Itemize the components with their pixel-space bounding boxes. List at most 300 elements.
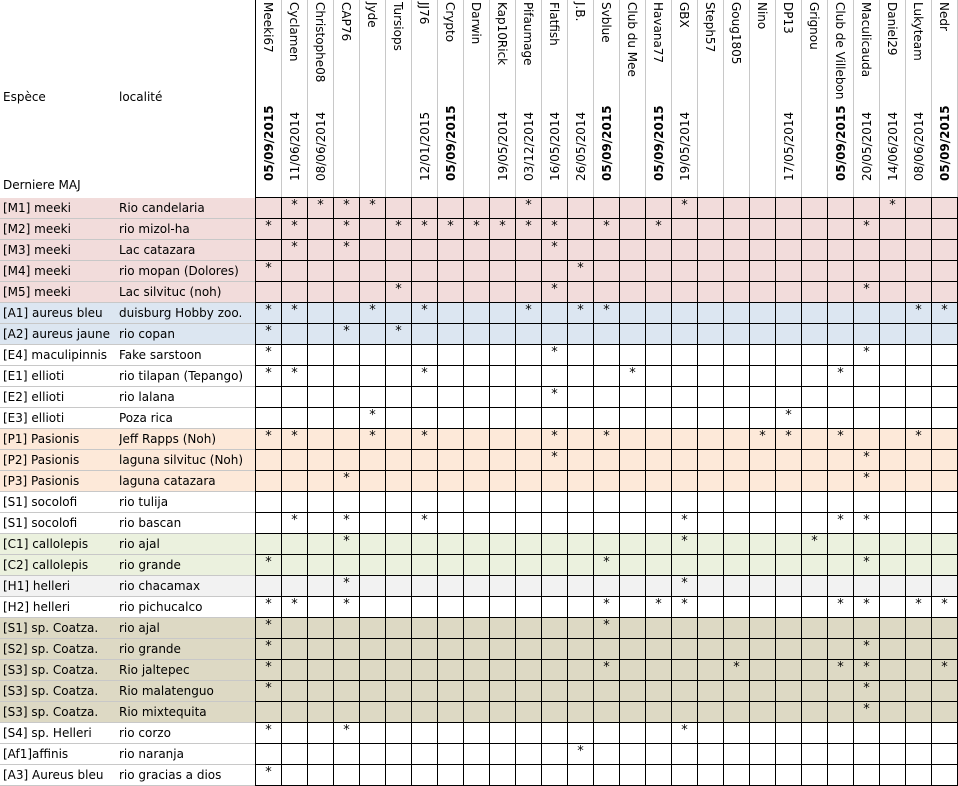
species-cell[interactable]: [M2] meeki — [3, 222, 71, 236]
user-column-header[interactable] — [256, 0, 282, 198]
availability-cell[interactable] — [490, 744, 516, 765]
availability-cell[interactable] — [932, 387, 958, 408]
availability-cell[interactable] — [308, 723, 334, 744]
availability-cell[interactable] — [256, 702, 282, 723]
availability-cell[interactable] — [360, 282, 386, 303]
availability-cell[interactable] — [880, 513, 906, 534]
availability-cell[interactable] — [750, 324, 776, 345]
availability-cell[interactable] — [464, 303, 490, 324]
availability-cell[interactable] — [412, 660, 438, 681]
availability-cell[interactable] — [620, 681, 646, 702]
availability-cell[interactable] — [802, 303, 828, 324]
availability-cell[interactable] — [724, 702, 750, 723]
species-cell[interactable]: [A1] aureus bleu — [3, 306, 103, 320]
user-column-header[interactable] — [386, 0, 412, 198]
availability-cell[interactable] — [880, 387, 906, 408]
availability-cell[interactable] — [464, 723, 490, 744]
availability-cell[interactable]: * — [282, 597, 308, 618]
availability-cell[interactable] — [464, 765, 490, 786]
availability-cell[interactable]: * — [256, 618, 282, 639]
availability-cell[interactable]: * — [568, 744, 594, 765]
availability-cell[interactable] — [516, 450, 542, 471]
availability-cell[interactable] — [412, 240, 438, 261]
availability-cell[interactable]: * — [464, 219, 490, 240]
availability-cell[interactable] — [906, 723, 932, 744]
availability-cell[interactable] — [568, 429, 594, 450]
availability-cell[interactable] — [906, 765, 932, 786]
availability-cell[interactable] — [490, 198, 516, 219]
species-cell[interactable]: [M4] meeki — [3, 264, 71, 278]
availability-cell[interactable] — [750, 618, 776, 639]
availability-cell[interactable] — [854, 408, 880, 429]
species-cell[interactable]: [M5] meeki — [3, 285, 71, 299]
availability-cell[interactable] — [646, 324, 672, 345]
availability-cell[interactable] — [334, 681, 360, 702]
availability-cell[interactable] — [724, 765, 750, 786]
availability-cell[interactable] — [490, 639, 516, 660]
availability-cell[interactable] — [516, 765, 542, 786]
availability-cell[interactable]: * — [360, 303, 386, 324]
availability-cell[interactable] — [698, 723, 724, 744]
availability-cell[interactable]: * — [282, 513, 308, 534]
availability-cell[interactable] — [854, 534, 880, 555]
availability-cell[interactable] — [360, 555, 386, 576]
availability-cell[interactable] — [828, 555, 854, 576]
availability-cell[interactable] — [490, 387, 516, 408]
availability-cell[interactable] — [490, 429, 516, 450]
availability-cell[interactable] — [438, 366, 464, 387]
species-cell[interactable]: [S3] sp. Coatza. — [3, 705, 99, 719]
availability-cell[interactable] — [646, 345, 672, 366]
locality-cell[interactable]: rio tilapan (Tepango) — [119, 369, 244, 383]
availability-cell[interactable] — [828, 471, 854, 492]
availability-cell[interactable] — [672, 387, 698, 408]
availability-cell[interactable] — [698, 219, 724, 240]
availability-cell[interactable] — [698, 513, 724, 534]
availability-cell[interactable]: * — [438, 219, 464, 240]
availability-cell[interactable] — [698, 555, 724, 576]
availability-cell[interactable] — [542, 492, 568, 513]
availability-cell[interactable] — [464, 576, 490, 597]
availability-cell[interactable] — [386, 387, 412, 408]
availability-cell[interactable] — [776, 639, 802, 660]
availability-cell[interactable] — [542, 408, 568, 429]
availability-cell[interactable] — [620, 303, 646, 324]
availability-cell[interactable]: * — [282, 240, 308, 261]
availability-cell[interactable] — [750, 303, 776, 324]
availability-cell[interactable] — [516, 681, 542, 702]
availability-cell[interactable] — [412, 723, 438, 744]
availability-cell[interactable]: * — [776, 429, 802, 450]
availability-cell[interactable] — [490, 408, 516, 429]
availability-cell[interactable] — [568, 681, 594, 702]
availability-cell[interactable] — [516, 723, 542, 744]
user-column-header[interactable] — [308, 0, 334, 198]
availability-cell[interactable] — [308, 303, 334, 324]
availability-cell[interactable] — [308, 576, 334, 597]
availability-cell[interactable] — [594, 387, 620, 408]
availability-cell[interactable] — [802, 198, 828, 219]
availability-cell[interactable] — [334, 618, 360, 639]
availability-cell[interactable] — [828, 702, 854, 723]
availability-cell[interactable] — [256, 513, 282, 534]
availability-cell[interactable]: * — [828, 597, 854, 618]
availability-cell[interactable]: * — [412, 366, 438, 387]
availability-cell[interactable] — [750, 660, 776, 681]
availability-cell[interactable]: * — [334, 597, 360, 618]
availability-cell[interactable] — [412, 261, 438, 282]
locality-cell[interactable]: Rio jaltepec — [119, 663, 190, 677]
availability-cell[interactable] — [802, 555, 828, 576]
availability-cell[interactable] — [802, 765, 828, 786]
availability-cell[interactable] — [438, 345, 464, 366]
availability-cell[interactable] — [750, 513, 776, 534]
availability-cell[interactable] — [620, 513, 646, 534]
user-column-header[interactable] — [776, 0, 802, 198]
availability-cell[interactable] — [568, 618, 594, 639]
availability-cell[interactable] — [672, 744, 698, 765]
availability-cell[interactable] — [568, 471, 594, 492]
locality-cell[interactable]: rio mizol-ha — [119, 222, 190, 236]
availability-cell[interactable] — [776, 198, 802, 219]
availability-cell[interactable] — [646, 555, 672, 576]
availability-cell[interactable] — [308, 618, 334, 639]
availability-cell[interactable] — [828, 492, 854, 513]
availability-cell[interactable] — [906, 660, 932, 681]
availability-cell[interactable] — [932, 366, 958, 387]
availability-cell[interactable]: * — [256, 303, 282, 324]
availability-cell[interactable] — [802, 576, 828, 597]
availability-cell[interactable] — [620, 744, 646, 765]
availability-cell[interactable] — [646, 408, 672, 429]
availability-cell[interactable] — [620, 450, 646, 471]
availability-cell[interactable] — [334, 555, 360, 576]
availability-cell[interactable] — [256, 408, 282, 429]
availability-cell[interactable] — [568, 198, 594, 219]
locality-cell[interactable]: rio pichucalco — [119, 600, 203, 614]
availability-cell[interactable] — [880, 492, 906, 513]
availability-cell[interactable]: * — [672, 534, 698, 555]
species-cell[interactable]: [H2] helleri — [3, 600, 71, 614]
availability-cell[interactable] — [828, 387, 854, 408]
availability-cell[interactable] — [698, 639, 724, 660]
availability-cell[interactable] — [360, 597, 386, 618]
availability-cell[interactable] — [568, 366, 594, 387]
availability-cell[interactable] — [542, 702, 568, 723]
availability-cell[interactable] — [724, 282, 750, 303]
locality-cell[interactable]: rio chacamax — [119, 579, 201, 593]
availability-cell[interactable] — [516, 324, 542, 345]
availability-cell[interactable] — [880, 534, 906, 555]
availability-cell[interactable] — [412, 450, 438, 471]
availability-cell[interactable] — [438, 471, 464, 492]
availability-cell[interactable] — [334, 492, 360, 513]
availability-cell[interactable] — [568, 408, 594, 429]
availability-cell[interactable] — [360, 492, 386, 513]
availability-cell[interactable] — [542, 471, 568, 492]
availability-cell[interactable] — [802, 408, 828, 429]
availability-cell[interactable] — [880, 471, 906, 492]
availability-cell[interactable] — [750, 345, 776, 366]
availability-cell[interactable] — [412, 597, 438, 618]
availability-cell[interactable] — [360, 765, 386, 786]
availability-cell[interactable] — [698, 429, 724, 450]
availability-cell[interactable] — [776, 597, 802, 618]
availability-cell[interactable] — [776, 513, 802, 534]
availability-cell[interactable] — [906, 576, 932, 597]
availability-cell[interactable] — [308, 324, 334, 345]
availability-cell[interactable] — [646, 618, 672, 639]
availability-cell[interactable]: * — [490, 219, 516, 240]
user-column-header[interactable] — [880, 0, 906, 198]
availability-cell[interactable] — [412, 282, 438, 303]
availability-cell[interactable] — [698, 597, 724, 618]
availability-cell[interactable] — [724, 408, 750, 429]
availability-cell[interactable] — [360, 513, 386, 534]
availability-cell[interactable] — [906, 387, 932, 408]
availability-cell[interactable] — [646, 240, 672, 261]
availability-cell[interactable] — [698, 450, 724, 471]
availability-cell[interactable] — [932, 240, 958, 261]
availability-cell[interactable] — [516, 639, 542, 660]
availability-cell[interactable] — [828, 618, 854, 639]
availability-cell[interactable]: * — [256, 345, 282, 366]
availability-cell[interactable] — [516, 282, 542, 303]
availability-cell[interactable] — [568, 492, 594, 513]
availability-cell[interactable] — [464, 744, 490, 765]
availability-cell[interactable] — [750, 387, 776, 408]
availability-cell[interactable] — [282, 555, 308, 576]
availability-cell[interactable] — [282, 681, 308, 702]
availability-cell[interactable] — [750, 450, 776, 471]
availability-cell[interactable] — [438, 765, 464, 786]
availability-cell[interactable] — [282, 702, 308, 723]
availability-cell[interactable] — [646, 513, 672, 534]
availability-cell[interactable] — [672, 261, 698, 282]
availability-cell[interactable] — [672, 324, 698, 345]
availability-cell[interactable] — [516, 576, 542, 597]
locality-cell[interactable]: rio ajal — [119, 621, 160, 635]
availability-cell[interactable] — [776, 723, 802, 744]
availability-cell[interactable] — [256, 576, 282, 597]
availability-cell[interactable] — [386, 198, 412, 219]
availability-cell[interactable] — [256, 471, 282, 492]
availability-cell[interactable]: * — [672, 597, 698, 618]
availability-cell[interactable] — [594, 261, 620, 282]
availability-cell[interactable] — [308, 366, 334, 387]
availability-cell[interactable]: * — [854, 597, 880, 618]
availability-cell[interactable] — [672, 660, 698, 681]
availability-cell[interactable] — [776, 534, 802, 555]
availability-cell[interactable] — [308, 492, 334, 513]
availability-cell[interactable]: * — [256, 429, 282, 450]
availability-cell[interactable] — [646, 261, 672, 282]
user-column-header[interactable] — [568, 0, 594, 198]
availability-cell[interactable] — [620, 639, 646, 660]
availability-cell[interactable] — [646, 303, 672, 324]
availability-cell[interactable] — [724, 576, 750, 597]
availability-cell[interactable] — [776, 471, 802, 492]
availability-cell[interactable]: * — [594, 618, 620, 639]
availability-cell[interactable] — [542, 618, 568, 639]
availability-cell[interactable] — [256, 387, 282, 408]
availability-cell[interactable] — [308, 534, 334, 555]
availability-cell[interactable] — [802, 702, 828, 723]
availability-cell[interactable] — [334, 450, 360, 471]
availability-cell[interactable] — [932, 555, 958, 576]
locality-cell[interactable]: rio tulija — [119, 495, 169, 509]
availability-cell[interactable] — [386, 471, 412, 492]
availability-cell[interactable] — [282, 261, 308, 282]
availability-cell[interactable] — [750, 555, 776, 576]
availability-cell[interactable] — [880, 702, 906, 723]
availability-cell[interactable] — [438, 198, 464, 219]
availability-cell[interactable] — [698, 324, 724, 345]
availability-cell[interactable]: * — [282, 198, 308, 219]
availability-cell[interactable] — [932, 261, 958, 282]
availability-cell[interactable] — [698, 744, 724, 765]
availability-cell[interactable] — [620, 408, 646, 429]
availability-cell[interactable] — [672, 366, 698, 387]
availability-cell[interactable] — [386, 702, 412, 723]
availability-cell[interactable] — [828, 345, 854, 366]
availability-cell[interactable]: * — [646, 219, 672, 240]
availability-cell[interactable] — [464, 513, 490, 534]
availability-cell[interactable] — [360, 681, 386, 702]
availability-cell[interactable] — [334, 408, 360, 429]
availability-cell[interactable] — [542, 366, 568, 387]
availability-cell[interactable] — [282, 618, 308, 639]
availability-cell[interactable] — [516, 345, 542, 366]
availability-cell[interactable] — [360, 702, 386, 723]
availability-cell[interactable] — [360, 324, 386, 345]
availability-cell[interactable]: * — [568, 261, 594, 282]
availability-cell[interactable] — [282, 723, 308, 744]
availability-cell[interactable] — [932, 765, 958, 786]
availability-cell[interactable] — [672, 450, 698, 471]
availability-cell[interactable] — [828, 744, 854, 765]
species-cell[interactable]: [M1] meeki — [3, 201, 71, 215]
locality-cell[interactable]: Poza rica — [119, 411, 173, 425]
availability-cell[interactable] — [594, 702, 620, 723]
availability-cell[interactable] — [828, 282, 854, 303]
availability-cell[interactable] — [698, 471, 724, 492]
availability-cell[interactable]: * — [854, 282, 880, 303]
availability-cell[interactable] — [880, 240, 906, 261]
availability-cell[interactable] — [256, 450, 282, 471]
availability-cell[interactable]: * — [360, 429, 386, 450]
availability-cell[interactable] — [438, 429, 464, 450]
availability-cell[interactable] — [308, 597, 334, 618]
availability-cell[interactable] — [386, 366, 412, 387]
availability-cell[interactable] — [646, 744, 672, 765]
locality-cell[interactable]: Rio mixtequita — [119, 705, 207, 719]
availability-cell[interactable] — [516, 597, 542, 618]
availability-cell[interactable] — [620, 576, 646, 597]
column-header-species[interactable]: Espèce — [3, 90, 46, 104]
availability-cell[interactable]: * — [334, 576, 360, 597]
availability-cell[interactable] — [282, 534, 308, 555]
availability-cell[interactable]: * — [256, 555, 282, 576]
availability-cell[interactable] — [438, 597, 464, 618]
availability-cell[interactable] — [854, 618, 880, 639]
availability-cell[interactable] — [802, 261, 828, 282]
availability-cell[interactable] — [542, 639, 568, 660]
species-cell[interactable]: [S2] sp. Coatza. — [3, 642, 99, 656]
availability-cell[interactable] — [672, 240, 698, 261]
availability-cell[interactable] — [412, 744, 438, 765]
availability-cell[interactable] — [880, 597, 906, 618]
availability-cell[interactable]: * — [256, 723, 282, 744]
availability-cell[interactable] — [568, 555, 594, 576]
species-cell[interactable]: [H1] helleri — [3, 579, 71, 593]
availability-cell[interactable] — [776, 240, 802, 261]
availability-cell[interactable] — [516, 261, 542, 282]
availability-cell[interactable] — [932, 345, 958, 366]
availability-cell[interactable] — [490, 513, 516, 534]
availability-cell[interactable]: * — [386, 324, 412, 345]
availability-cell[interactable] — [906, 450, 932, 471]
availability-cell[interactable] — [932, 471, 958, 492]
availability-cell[interactable] — [620, 219, 646, 240]
availability-cell[interactable] — [308, 282, 334, 303]
availability-cell[interactable]: * — [854, 345, 880, 366]
user-column-header[interactable] — [542, 0, 568, 198]
availability-cell[interactable] — [490, 492, 516, 513]
availability-cell[interactable]: * — [932, 660, 958, 681]
availability-cell[interactable] — [438, 744, 464, 765]
availability-cell[interactable]: * — [256, 597, 282, 618]
availability-cell[interactable]: * — [282, 366, 308, 387]
availability-cell[interactable] — [594, 450, 620, 471]
availability-cell[interactable] — [724, 723, 750, 744]
availability-cell[interactable] — [620, 555, 646, 576]
availability-cell[interactable] — [620, 723, 646, 744]
availability-cell[interactable] — [802, 618, 828, 639]
availability-cell[interactable] — [880, 303, 906, 324]
availability-cell[interactable] — [334, 345, 360, 366]
availability-cell[interactable] — [906, 555, 932, 576]
locality-cell[interactable]: rio lalana — [119, 390, 175, 404]
availability-cell[interactable] — [490, 282, 516, 303]
availability-cell[interactable] — [568, 576, 594, 597]
availability-cell[interactable] — [724, 261, 750, 282]
species-cell[interactable]: [A2] aureus jaune — [3, 327, 110, 341]
availability-cell[interactable] — [464, 198, 490, 219]
availability-cell[interactable]: * — [854, 639, 880, 660]
availability-cell[interactable] — [282, 450, 308, 471]
availability-cell[interactable] — [386, 660, 412, 681]
availability-cell[interactable]: * — [854, 450, 880, 471]
user-column-header[interactable] — [698, 0, 724, 198]
availability-cell[interactable] — [932, 408, 958, 429]
availability-cell[interactable] — [906, 345, 932, 366]
species-cell[interactable]: [S3] sp. Coatza. — [3, 663, 99, 677]
availability-cell[interactable]: * — [516, 219, 542, 240]
availability-cell[interactable]: * — [568, 303, 594, 324]
availability-cell[interactable] — [828, 534, 854, 555]
availability-cell[interactable] — [360, 639, 386, 660]
availability-cell[interactable] — [542, 723, 568, 744]
availability-cell[interactable] — [282, 639, 308, 660]
availability-cell[interactable] — [256, 198, 282, 219]
availability-cell[interactable] — [906, 534, 932, 555]
species-cell[interactable]: [P2] Pasionis — [3, 453, 80, 467]
availability-cell[interactable] — [334, 702, 360, 723]
availability-cell[interactable] — [386, 555, 412, 576]
availability-cell[interactable] — [802, 471, 828, 492]
availability-cell[interactable] — [334, 282, 360, 303]
